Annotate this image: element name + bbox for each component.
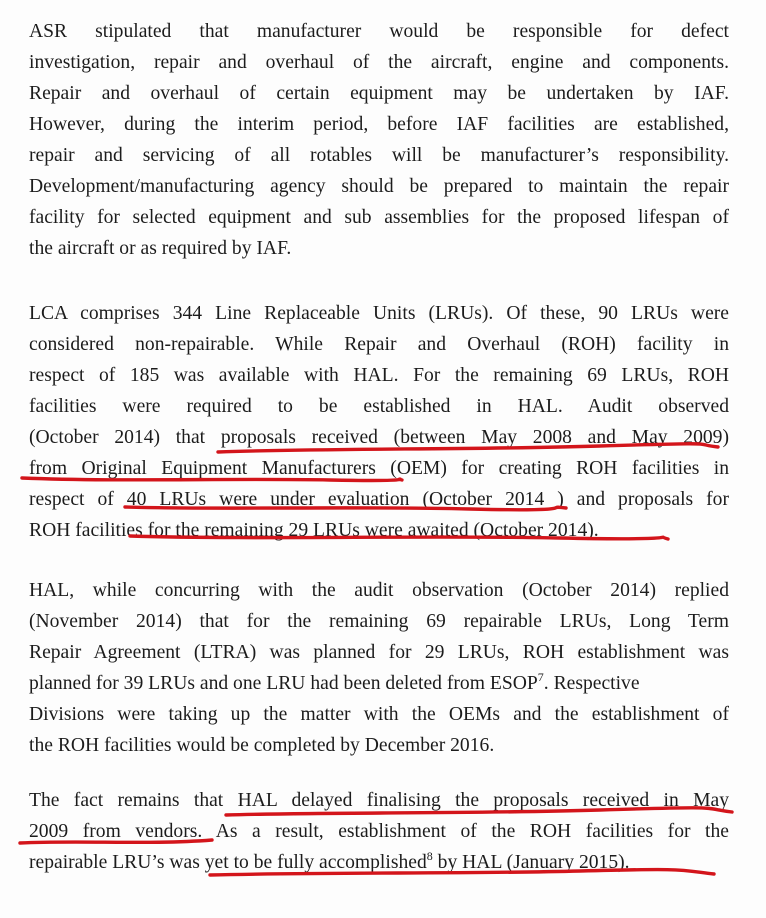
text-line: LCA comprises 344 Line Replaceable Units (LRUs). Of these, 90 LRUs were xyxy=(29,303,729,324)
text-line: the ROH facilities would be completed by December 2016. xyxy=(29,735,495,756)
text-line-start: repairable LRU’s was yet to be fully accomplished xyxy=(29,852,427,873)
text-line: Repair and overhaul of certain equipment may be undertaken by IAF. xyxy=(29,83,729,104)
text-line: ROH facilities for the remaining 29 LRUs were awaited (October 2014). xyxy=(29,520,599,541)
text-line: facility for selected equipment and sub assemblies for the proposed lifespan of xyxy=(29,207,729,228)
text-line: considered non-repairable. While Repair and Overhaul (ROH) facility in xyxy=(29,334,729,355)
text-line-start: planned for 39 LRUs and one LRU had been deleted from ESOP xyxy=(29,673,538,694)
paragraph-3 xyxy=(29,575,729,761)
text-line: from Original Equipment Manufacturers (OEM) for creating ROH facilities in xyxy=(29,458,729,479)
text-line-end: . Respective xyxy=(543,673,640,694)
text-line: HAL, while concurring with the audit observation (October 2014) replied xyxy=(29,580,729,601)
text-line: respect of 40 LRUs were under evaluation (October 2014 ) and proposals for xyxy=(29,489,729,510)
paragraph-4 xyxy=(29,785,729,878)
text-line: The fact remains that HAL delayed finalising the proposals received in May xyxy=(29,790,729,811)
footnote-ref-7: 7 xyxy=(537,670,544,684)
text-line: Repair Agreement (LTRA) was planned for 29 LRUs, ROH establishment was xyxy=(29,642,729,663)
footnote-ref-8: 8 xyxy=(426,849,433,863)
text-line: 2009 from vendors. As a result, establishment of the ROH facilities for the xyxy=(29,821,729,842)
text-line: the aircraft or as required by IAF. xyxy=(29,238,292,259)
text-line: (October 2014) that proposals received (between May 2008 and May 2009) xyxy=(29,427,729,448)
text-line: investigation, repair and overhaul of the aircraft, engine and components. xyxy=(29,52,729,73)
text-line: respect of 185 was available with HAL. For the remaining 69 LRUs, ROH xyxy=(29,365,729,386)
text-line: repair and servicing of all rotables will be manufacturer’s responsibility. xyxy=(29,145,729,166)
text-line-end: by HAL (January 2015). xyxy=(437,852,630,873)
paragraph-1 xyxy=(29,16,729,264)
text-line: ASR stipulated that manufacturer would be responsible for defect xyxy=(29,21,729,42)
text-line: Divisions were taking up the matter with the OEMs and the establishment of xyxy=(29,704,729,725)
text-line: However, during the interim period, before IAF facilities are established, xyxy=(29,114,729,135)
text-line xyxy=(29,847,729,878)
text-line xyxy=(29,668,729,699)
text-line: Development/manufacturing agency should be prepared to maintain the repair xyxy=(29,176,729,197)
paragraph-2 xyxy=(29,298,729,546)
text-line: (November 2014) that for the remaining 69 repairable LRUs, Long Term xyxy=(29,611,729,632)
text-line: facilities were required to be established in HAL. Audit observed xyxy=(29,396,729,417)
